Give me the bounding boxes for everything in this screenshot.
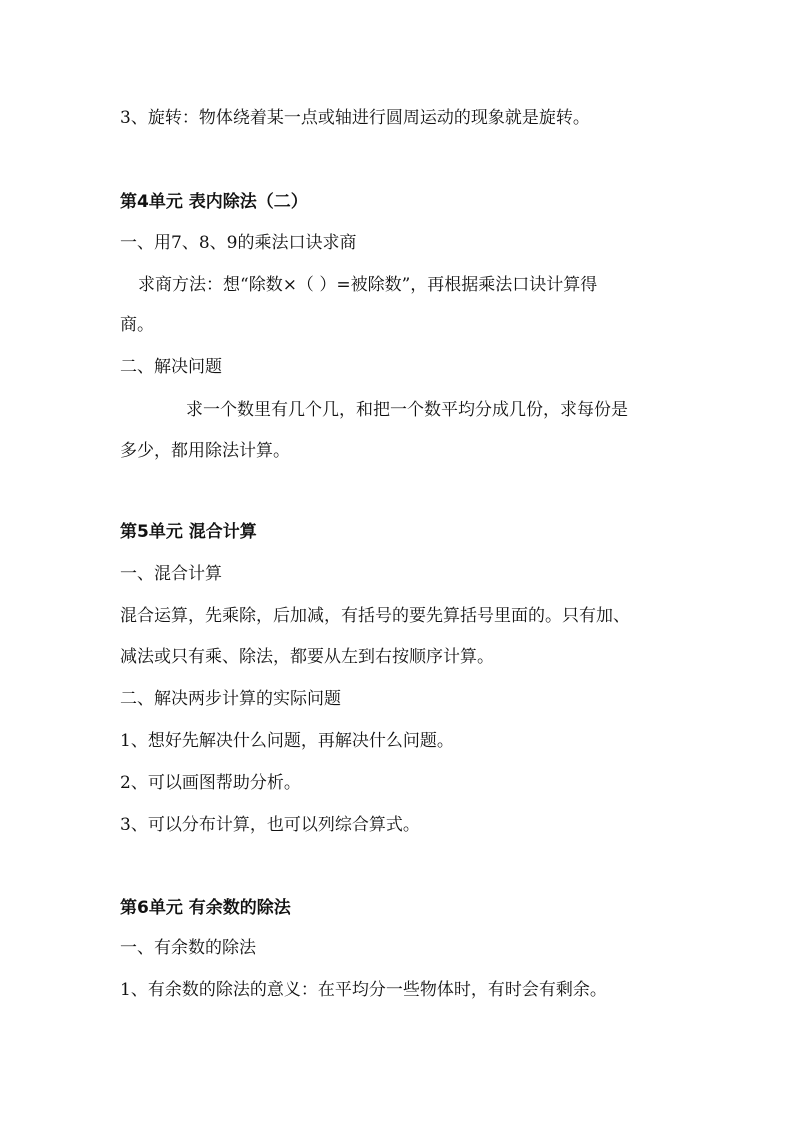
paragraph: 求一个数里有几个几，和把一个数平均分成几份，求每份是: [186, 400, 628, 420]
list-item: 1、想好先解决什么问题，再解决什么问题。: [120, 731, 454, 751]
section-heading: 第6单元 有余数的除法: [120, 898, 291, 918]
paragraph: 减法或只有乘、除法，都要从左到右按顺序计算。: [120, 647, 494, 667]
section-heading: 第5单元 混合计算: [120, 522, 257, 542]
subheading: 一、有余数的除法: [120, 938, 256, 958]
section-heading: 第4单元 表内除法（二）: [120, 192, 308, 212]
list-item: 1、有余数的除法的意义：在平均分一些物体时，有时会有剩余。: [120, 980, 607, 1000]
paragraph: 求商方法：想“除数×（ ）=被除数”，再根据乘法口诀计算得: [138, 275, 598, 295]
list-item: 3、旋转：物体绕着某一点或轴进行圆周运动的现象就是旋转。: [120, 108, 590, 128]
subheading: 一、用7、8、9的乘法口诀求商: [120, 233, 357, 253]
paragraph: 混合运算，先乘除，后加减，有括号的要先算括号里面的。只有加、: [120, 606, 630, 626]
list-item: 3、可以分布计算，也可以列综合算式。: [120, 815, 420, 835]
paragraph: 多少，都用除法计算。: [120, 441, 290, 461]
subheading: 二、解决两步计算的实际问题: [120, 689, 341, 709]
subheading: 二、解决问题: [120, 357, 222, 377]
subheading: 一、混合计算: [120, 564, 222, 584]
list-item: 2、可以画图帮助分析。: [120, 773, 301, 793]
paragraph: 商。: [120, 315, 154, 335]
